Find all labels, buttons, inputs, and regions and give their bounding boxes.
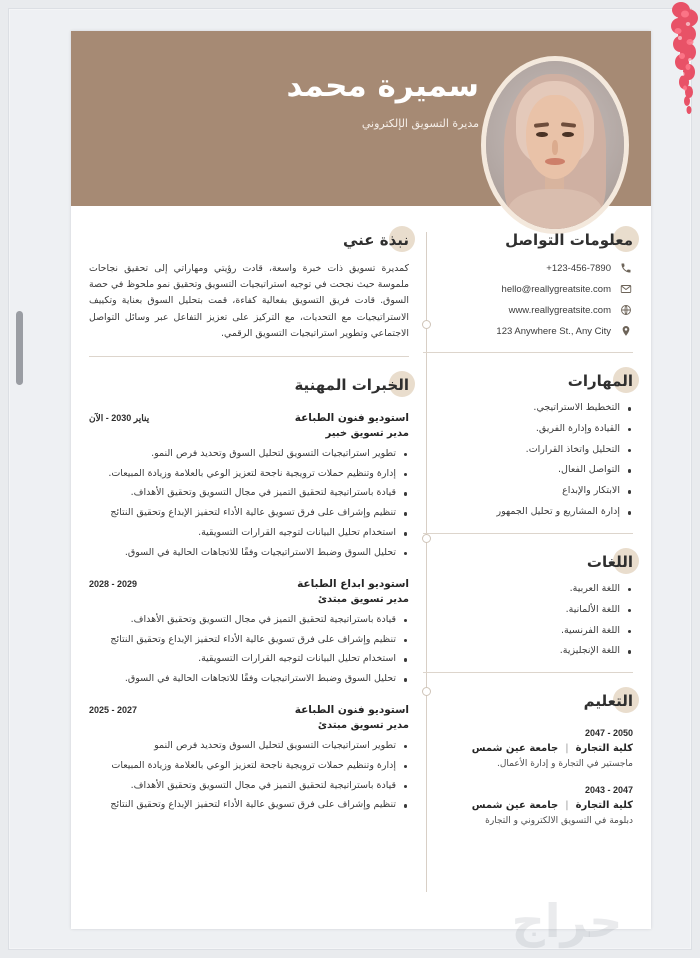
- list-item: تحليل السوق وضبط الاستراتيجيات وفقًا للاتجاهات الحالية في السوق.: [89, 673, 409, 686]
- education-entry: [423, 728, 633, 771]
- location-pin-icon: [619, 324, 633, 338]
- contact-item-address[interactable]: [423, 324, 633, 338]
- divider: [423, 533, 633, 534]
- section-heading-contact: معلومات التواصل: [423, 226, 633, 255]
- education-separator: |: [565, 799, 569, 811]
- education-institution: [423, 743, 633, 754]
- experience-bullets: [89, 614, 409, 686]
- education-faculty: كلية التجارة: [575, 743, 633, 755]
- experience-role: مدير تسويق مبتدئ: [317, 719, 409, 731]
- list-item: القيادة وإدارة الفريق.: [423, 423, 633, 436]
- experience-dates: 2025 - 2027: [89, 704, 138, 715]
- experience-bullets: [89, 448, 409, 560]
- globe-icon: [619, 303, 633, 317]
- experience-header: [89, 578, 409, 590]
- education-degree: ماجستير في التجارة و إدارة الأعمال.: [497, 759, 633, 770]
- experience-company: استوديو ابداع الطباعة: [297, 577, 409, 590]
- experience-header: [89, 412, 409, 424]
- address-value: 123 Anywhere St., Any City: [496, 325, 611, 337]
- cv-header-band: [71, 31, 651, 206]
- divider: [423, 672, 633, 673]
- list-item: تحليل السوق وضبط الاستراتيجيات وفقًا للاتجاهات الحالية في السوق.: [89, 547, 409, 560]
- vertical-scrollbar[interactable]: [12, 19, 24, 939]
- section-heading-education: التعليم: [423, 687, 633, 716]
- list-item: إدارة وتنظيم حملات ترويجية ناجحة لتعزيز الوعي بالعلامة وزيادة المبيعات: [89, 760, 409, 773]
- section-languages: [423, 548, 633, 658]
- experience-bullets: [89, 740, 409, 812]
- section-about: [89, 226, 409, 342]
- list-item: استخدام تحليل البيانات لتوجيه القرارات التسويقية.: [89, 527, 409, 540]
- list-item: قيادة باستراتيجية لتحقيق التميز في مجال التسويق وتحقيق الأهداف.: [89, 487, 409, 500]
- website-value: www.reallygreatsite.com: [508, 304, 611, 316]
- experience-role: مدير تسويق خبير: [325, 427, 409, 439]
- experience-header: [89, 704, 409, 716]
- contact-item-email[interactable]: [423, 282, 633, 296]
- scrollbar-thumb[interactable]: [16, 311, 23, 385]
- about-paragraph: كمديرة تسويق ذات خبرة واسعة، قادت رؤيتي ومهاراتي إلى تحقيق نجاحات ملموسة حيث نجحت في توجيه استراتيجيات التسويق وتحقيق نمو ملحوظ في حصة السوق. قادت فريق التسويق بفعالية كفاءة، قمت بتحليل السوق بعناية وتكييف الاستراتيجيات مع التحديات، مع التركيز على تعزيز التفاعل عبر وسائل التواصل الاجتماعي وتطوير استراتيجيات التسويق الرقمي.: [89, 263, 409, 339]
- section-heading-skills: المهارات: [423, 367, 633, 396]
- section-experience: [89, 371, 409, 812]
- phone-icon: [619, 261, 633, 275]
- section-heading-about: نبذة عني: [89, 226, 409, 255]
- section-contact: [423, 226, 633, 338]
- languages-list: [423, 583, 633, 658]
- name-block: [179, 69, 479, 130]
- experience-role: مدير تسويق مبتدئ: [317, 593, 409, 605]
- list-item: اللغة الفرنسية.: [423, 625, 633, 638]
- list-item: التواصل الفعال.: [423, 464, 633, 477]
- list-item: استخدام تحليل البيانات لتوجيه القرارات التسويقية.: [89, 653, 409, 666]
- list-item: تنظيم وإشراف على فرق تسويق عالية الأداء لتحفيز الإبداع وتحقيق النتائج: [89, 634, 409, 647]
- page-title: سميرة محمد: [286, 68, 479, 104]
- watermark: حراج: [511, 894, 623, 948]
- list-item: تطوير استراتيجيات التسويق لتحليل السوق وتحديد فرص النمو.: [89, 448, 409, 461]
- cv-content: [71, 206, 651, 929]
- cv-page: [71, 31, 651, 929]
- education-degree: دبلومة في التسويق الالكتروني و التجارة: [485, 815, 633, 826]
- contact-item-website[interactable]: [423, 303, 633, 317]
- experience-entry: [89, 412, 409, 560]
- experience-entry: [89, 704, 409, 812]
- list-item: تنظيم وإشراف على فرق تسويق عالية الأداء لتحفيز الإبداع وتحقيق النتائج: [89, 507, 409, 520]
- experience-company: استوديو فنون الطباعة: [294, 411, 409, 424]
- education-years: 2047 - 2050: [584, 728, 633, 739]
- list-item: التخطيط الاستراتيجي.: [423, 402, 633, 415]
- education-university: جامعة عين شمس: [471, 799, 559, 811]
- section-skills: [423, 367, 633, 519]
- main-column: [89, 206, 409, 828]
- divider: [423, 352, 633, 353]
- list-item: اللغة العربية.: [423, 583, 633, 596]
- phone-value: +123-456-7890: [546, 262, 611, 274]
- experience-dates: 2028 - 2029: [89, 578, 138, 589]
- experience-dates: يناير 2030 - الآن: [89, 412, 150, 423]
- list-item: التحليل واتخاذ القرارات.: [423, 444, 633, 457]
- job-title-subtitle: مديرة التسويق الإلكتروني: [361, 116, 479, 130]
- section-heading-experience: الخبرات المهنية: [89, 371, 409, 400]
- education-separator: |: [565, 743, 569, 755]
- education-faculty: كلية التجارة: [575, 799, 633, 811]
- list-item: تطوير استراتيجيات التسويق لتحليل السوق وتحديد فرص النمو: [89, 740, 409, 753]
- list-item: الابتكار والإبداع: [423, 485, 633, 498]
- list-item: اللغة الإنجليزية.: [423, 645, 633, 658]
- education-university: جامعة عين شمس: [471, 743, 559, 755]
- experience-entry: [89, 578, 409, 686]
- education-years: 2043 - 2047: [584, 784, 633, 795]
- email-value: hello@reallygreatsite.com: [501, 283, 611, 295]
- education-institution: [423, 800, 633, 811]
- education-entry: [423, 785, 633, 828]
- list-item: قيادة باستراتيجية لتحقيق التميز في مجال التسويق وتحقيق الأهداف.: [89, 614, 409, 627]
- document-viewer: [8, 8, 692, 950]
- contact-item-phone[interactable]: [423, 261, 633, 275]
- portrait-photo-icon: [486, 61, 624, 229]
- envelope-icon: [619, 282, 633, 296]
- list-item: تنظيم وإشراف على فرق تسويق عالية الأداء لتحفيز الإبداع وتحقيق النتائج: [89, 799, 409, 812]
- divider: [89, 356, 409, 357]
- section-heading-languages: اللغات: [423, 548, 633, 577]
- list-item: إدارة المشاريع و تحليل الجمهور: [423, 506, 633, 519]
- skills-list: [423, 402, 633, 519]
- section-education: [423, 687, 633, 827]
- list-item: اللغة الألمانية.: [423, 604, 633, 617]
- list-item: إدارة وتنظيم حملات ترويجية ناجحة لتعزيز الوعي بالعلامة وزيادة المبيعات.: [89, 468, 409, 481]
- experience-company: استوديو فنون الطباعة: [294, 703, 409, 716]
- list-item: قيادة باستراتيجية لتحقيق التميز في مجال التسويق وتحقيق الأهداف.: [89, 780, 409, 793]
- sidebar-column: [423, 206, 633, 841]
